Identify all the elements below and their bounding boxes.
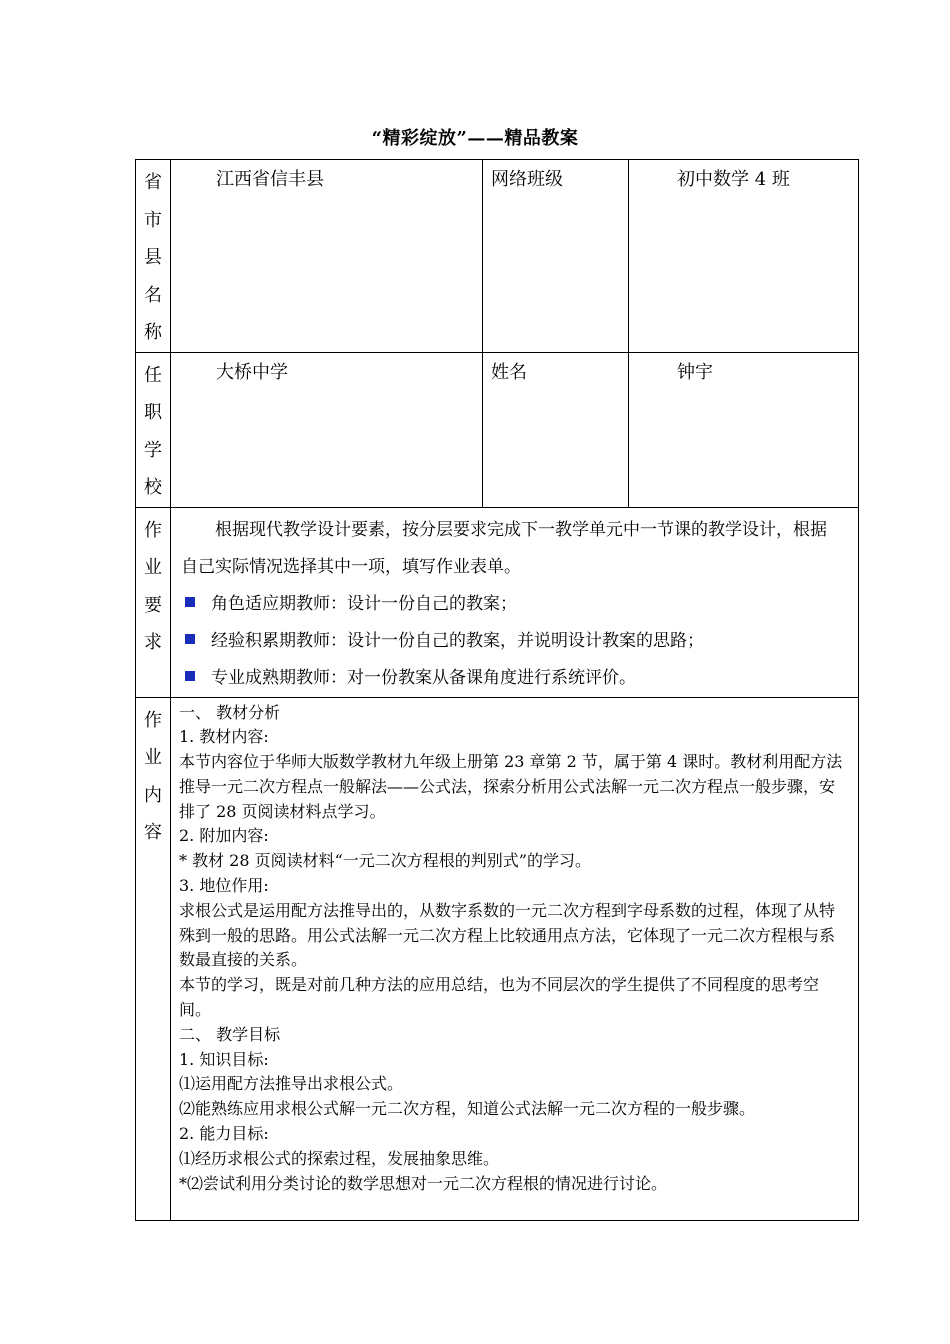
square-bullet-icon [185, 671, 195, 681]
class-label: 网络班级 [483, 160, 629, 353]
content-line: 2. 附加内容: [179, 826, 269, 846]
square-bullet-icon [185, 597, 195, 607]
requirement-label: 作 业 要 求 [136, 507, 171, 697]
content-line: 1. 知识目标: [179, 1049, 269, 1069]
region-label: 省 市 县 名 称 [136, 160, 171, 353]
content-text [171, 697, 859, 1220]
requirement-text [171, 507, 859, 697]
content-label: 作 业 内 容 [136, 697, 171, 1220]
square-bullet-icon [185, 634, 195, 644]
school-label: 任 职 学 校 [136, 352, 171, 507]
page-title: “精彩绽放”——精品教案 [371, 128, 579, 149]
requirement-intro: 根据现代教学设计要素，按分层要求完成下一教学单元中一节课的教学设计，根据自己实际情况选择其中一项，填写作业表单。 [181, 519, 827, 577]
requirement-bullet: 经验积累期教师：设计一份自己的教案，并说明设计教案的思路； [181, 623, 842, 660]
content-line: ⑵能熟练应用求根公式解一元二次方程，知道公式法解一元二次方程的一般步骤。 [179, 1099, 756, 1119]
row-content [136, 697, 859, 1220]
content-line: * 教材 28 页阅读材料“一元二次方程根的判别式”的学习。 [179, 851, 591, 871]
content-line: ⑴运用配方法推导出求根公式。 [179, 1074, 404, 1094]
region-value: 江西省信丰县 [171, 160, 483, 353]
content-line: 2. 能力目标: [179, 1124, 269, 1144]
school-value: 大桥中学 [171, 352, 483, 507]
content-line: ⑴经历求根公式的探索过程，发展抽象思维。 [179, 1148, 500, 1168]
name-value: 钟宇 [629, 352, 859, 507]
section-heading: 二、 教学目标 [179, 1024, 281, 1044]
section-heading: 一、 教材分析 [179, 702, 281, 722]
row-school [136, 352, 859, 507]
row-region [136, 160, 859, 353]
row-requirement [136, 507, 859, 697]
content-line: 本节内容位于华师大版数学教材九年级上册第 23 章第 2 节，属于第 4 课时。教材利用配方法推导一元二次方程点一般解法——公式法，探索分析用公式法解一元二次方程点一般步骤，安排了 28 页阅读材料点学习。 [179, 752, 843, 821]
content-line: 求根公式是运用配方法推导出的，从数字系数的一元二次方程到字母系数的过程，体现了从特殊到一般的思路。用公式法解一元二次方程上比较通用点方法，它体现了一元二次方程根与系数最直接的关系。 [179, 900, 836, 970]
lesson-plan-table [135, 159, 859, 1221]
requirement-bullet: 角色适应期教师：设计一份自己的教案； [181, 586, 842, 623]
class-value: 初中数学 4 班 [629, 160, 859, 353]
name-label: 姓名 [483, 352, 629, 507]
content-line: 1. 教材内容: [179, 727, 269, 747]
content-line: 本节的学习，既是对前几种方法的应用总结，也为不同层次的学生提供了不同程度的思考空间。 [179, 975, 820, 1020]
content-line: *⑵尝试利用分类讨论的数学思想对一元二次方程根的情况进行讨论。 [179, 1173, 668, 1193]
content-line: 3. 地位作用: [179, 876, 269, 896]
requirement-bullet: 专业成熟期教师：对一份教案从备课角度进行系统评价。 [181, 660, 842, 697]
